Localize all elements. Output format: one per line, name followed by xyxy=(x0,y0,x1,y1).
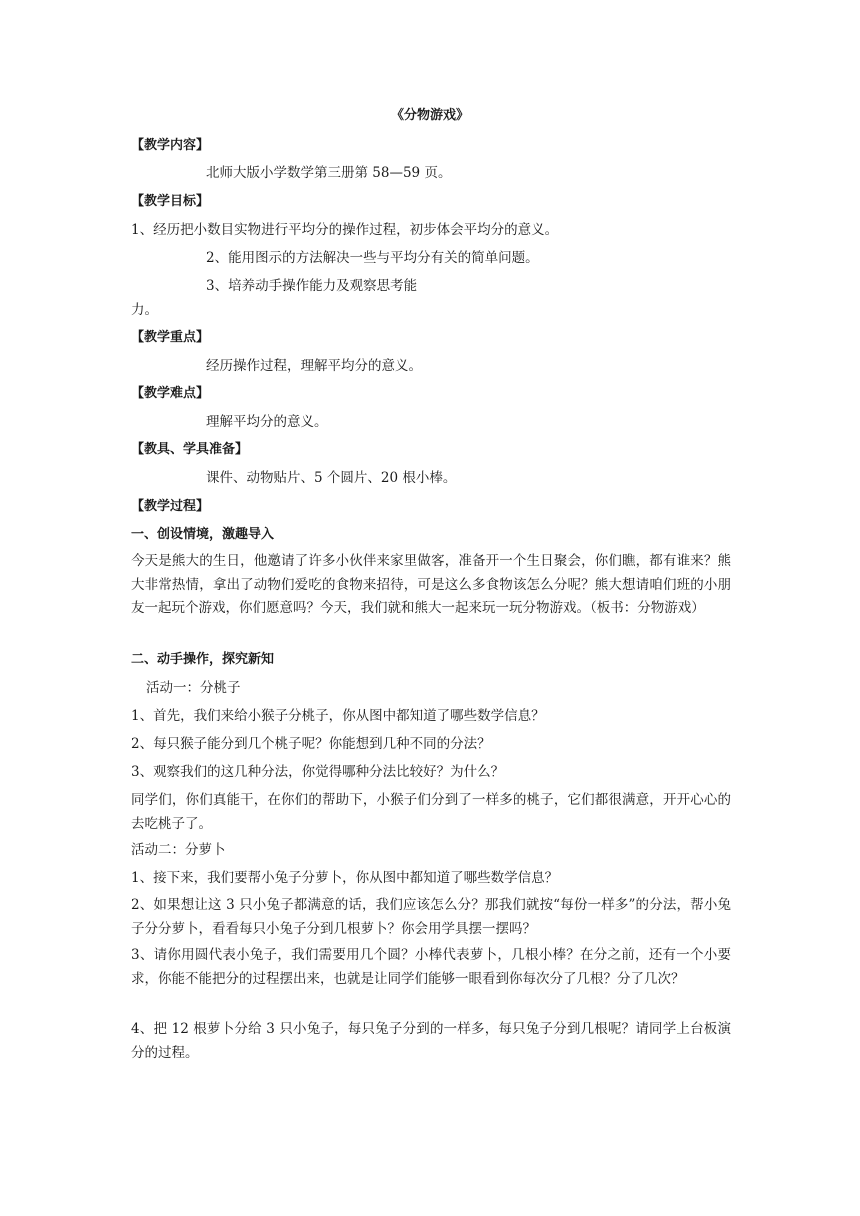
activity-2-question-4: 4、把 12 根萝卜分给 3 只小兔子，每只兔子分到的一样多，每只兔子分到几根呢？请同学上台板演分的过程。 xyxy=(131,1021,731,1061)
activity-1-heading: 活动一：分桃子 xyxy=(146,680,241,696)
tools-heading: 【教具、学具准备】 xyxy=(131,442,249,457)
goal-3-continued: 力。 xyxy=(131,302,158,318)
content-heading: 【教学内容】 xyxy=(131,138,210,153)
section-2-heading: 二、动手操作，探究新知 xyxy=(131,652,275,667)
difficult-heading: 【教学难点】 xyxy=(131,386,210,401)
key-text: 经历操作过程，理解平均分的意义。 xyxy=(206,358,422,374)
activity-1-summary: 同学们，你们真能干，在你们的帮助下，小猴子们分到了一样多的桃子，它们都很满意，开开心心的去吃桃子了。 xyxy=(131,792,731,832)
content-text: 北师大版小学数学第三册第 58—59 页。 xyxy=(206,165,452,181)
intro-paragraph: 今天是熊大的生日，他邀请了许多小伙伴来家里做客，准备开一个生日聚会，你们瞧，都有谁来？熊大非常热情，拿出了动物们爱吃的食物来招待，可是这么多食物该怎么分呢？熊大想请咱们班的小朋友一起玩个游戏，你们愿意吗？今天，我们就和熊大一起来玩一玩分物游戏。（板书：分物游戏） xyxy=(131,553,731,616)
section-1-heading: 一、创设情境，激趣导入 xyxy=(131,527,275,542)
key-heading: 【教学重点】 xyxy=(131,330,210,345)
document-title: 《分物游戏》 xyxy=(390,108,469,123)
difficult-text: 理解平均分的意义。 xyxy=(206,414,328,430)
activity-2-question-2: 2、如果想让这 3 只小兔子都满意的话，我们应该怎么分？那我们就按“每份一样多”的分法，帮小兔子分分萝卜，看看每只小兔子分到几根萝卜？你会用学具摆一摆吗？ xyxy=(131,897,731,937)
goal-2: 2、能用图示的方法解决一些与平均分有关的简单问题。 xyxy=(206,250,539,266)
tools-text: 课件、动物贴片、5 个圆片、20 根小棒。 xyxy=(206,470,457,486)
process-heading: 【教学过程】 xyxy=(131,499,210,514)
activity-2-question-1: 1、接下来，我们要帮小兔子分萝卜，你从图中都知道了哪些数学信息？ xyxy=(131,870,559,886)
activity-2-heading: 活动二：分萝卜 xyxy=(131,842,226,858)
activity-1-question-2: 2、每只猴子能分到几个桃子呢？你能想到几种不同的分法？ xyxy=(131,736,491,752)
activity-1-question-3: 3、观察我们的这几种分法，你觉得哪种分法比较好？为什么？ xyxy=(131,764,505,780)
goal-1: 1、经历把小数目实物进行平均分的操作过程，初步体会平均分的意义。 xyxy=(131,222,559,238)
activity-1-question-1: 1、首先，我们来给小猴子分桃子，你从图中都知道了哪些数学信息？ xyxy=(131,708,545,724)
goals-heading: 【教学目标】 xyxy=(131,194,210,209)
activity-2-question-3: 3、请你用圆代表小兔子，我们需要用几个圆？小棒代表萝卜，几根小棒？在分之前，还有一个小要求，你能不能把分的过程摆出来，也就是让同学们能够一眼看到你每次分了几根？分了几次？ xyxy=(131,947,731,987)
goal-3: 3、培养动手操作能力及观察思考能 xyxy=(206,278,418,294)
